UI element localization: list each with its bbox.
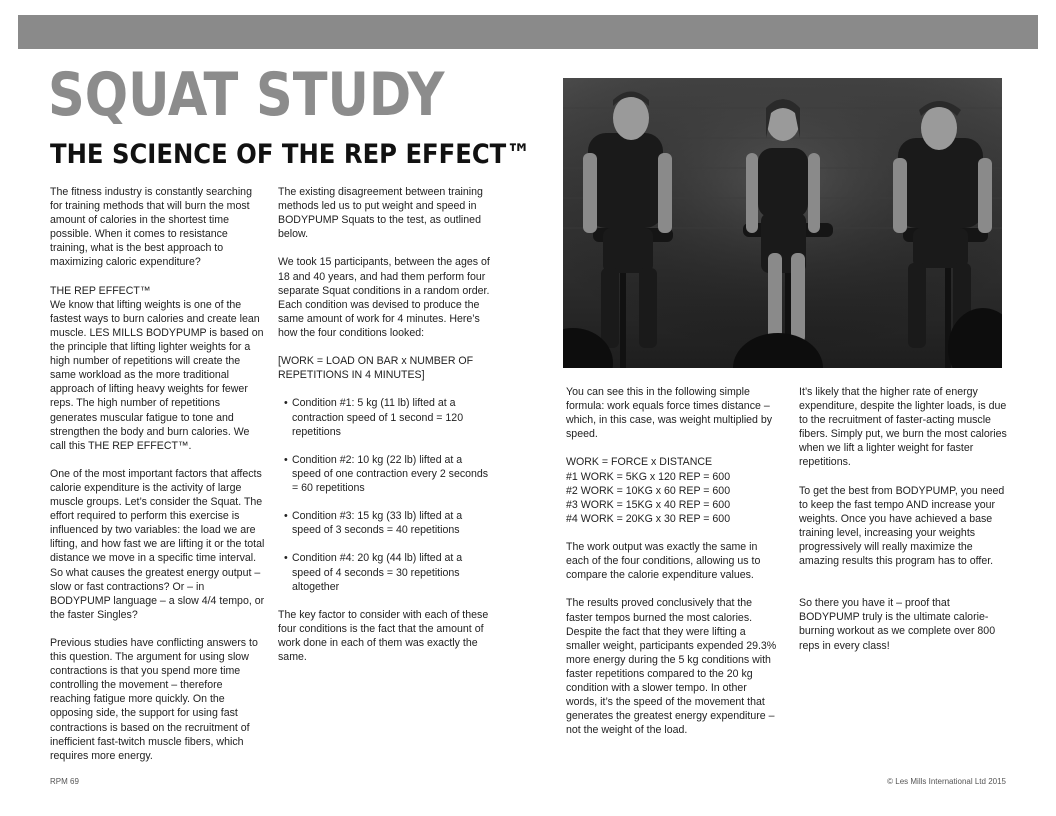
work-formula-block [566, 455, 778, 525]
formula-line: #2 WORK = 10KG x 60 REP = 600 [566, 484, 731, 497]
results-paragraph: The results proved conclusively that the faster tempos burned the most calories. Despite the fact that they were lifting a smaller weight, participants expended 29.3% more energy during the 5 kg conditions with faster repetitions compared to the 20 kg condition with a slower tempo. In other words, it’s the speed of the movement that generates the greatest energy expenditure – not the weight of the load. [566, 597, 777, 737]
rep-effect-paragraph: We know that lifting weights is one of the fastest ways to burn calories and create lean muscle. LES MILLS BODYPUMP is based on the principle that lifting lighter weights for a high number of repetitions will create the same workload as the more traditional approach of lifting heavy weights for fewer reps. The high number of repetitions generates muscular fatigue to tone and strengthen the body and burn calories. We call this THE REP EFFECT™. [50, 298, 264, 452]
formula-line: #4 WORK = 20KG x 30 REP = 600 [566, 512, 731, 525]
list-item: • Condition #1: 5 kg (11 lb) lifted at a contraction speed of 1 second = 120 repetitions [278, 396, 493, 438]
rep-effect-heading: THE REP EFFECT™ [50, 284, 151, 297]
page-title: SQUAT STUDY [48, 60, 445, 130]
best-from-bodypump-paragraph: To get the best from BODYPUMP, you need to keep the fast tempo AND increase your weights. Once you have achieved a base training level, increasing your weights progressively will really maximize the amazing results this program has to offer. [799, 484, 1005, 568]
conditions-list [278, 396, 493, 593]
list-item: • Condition #3: 15 kg (33 lb) lifted at a speed of 3 seconds = 40 repetitions [278, 509, 493, 537]
participants-paragraph: We took 15 participants, between the ages of 18 and 40 years, and had them perform four separate Squat conditions in a random order. Each condition was devised to produce the same amount of work for 4 minutes. Here’s how the four conditions looked: [278, 256, 490, 339]
text-column-2 [278, 185, 493, 678]
footer-page-label: RPM 69 [50, 777, 79, 786]
formula-line: WORK = FORCE x DISTANCE [566, 456, 713, 469]
page-subtitle: THE SCIENCE OF THE REP EFFECT™ [50, 139, 531, 170]
formula-line: #1 WORK = 5KG x 120 REP = 600 [566, 470, 731, 483]
intro-paragraph: The fitness industry is constantly searching for training methods that will burn the most amount of calories in the shortest time possible. When it comes to resistance training, what is the best approach to maximizing caloric expenditure? [50, 186, 252, 269]
muscle-fibers-paragraph: It’s likely that the higher rate of energy expenditure, despite the lighter loads, is due to the recruitment of faster-acting muscle fibers. Simply put, we burn the most calories when we lift a lighter weight for faster repetitions. [799, 386, 1007, 469]
list-item: • Condition #4: 20 kg (44 lb) lifted at a speed of 4 seconds = 30 repetitions altogether [278, 551, 493, 593]
squat-factors-paragraph: One of the most important factors that affects calorie expenditure is the activity of large muscle groups. Let’s consider the Squat. The effort required to perform this exercise is influenced by two variables: the load we are lifting, and how fast we are lifting it or the total distance we move in a specific time interval. So what causes the greatest energy output – slow or fast contractions? Or – in BODYPUMP language – a slow 4/4 tempo, or the faster Singles? [50, 467, 265, 621]
work-formula-caption: [WORK = LOAD ON BAR x NUMBER OF REPETITIONS IN 4 MINUTES] [278, 355, 474, 382]
key-factor-paragraph: The key factor to consider with each of these four conditions is the fact that the amount of work done in each of them was exactly the same. [278, 608, 489, 664]
text-column-3 [566, 385, 778, 751]
conclusion-paragraph: So there you have it – proof that BODYPUMP truly is the ultimate calorie-burning workout as we complete over 800 reps in every class! [799, 597, 996, 652]
top-banner-bar [18, 15, 1038, 49]
footer-copyright: © Les Mills International Ltd 2015 [887, 777, 1006, 786]
text-column-1 [50, 185, 265, 777]
list-item: • Condition #2: 10 kg (22 lb) lifted at a speed of one contraction every 2 seconds = 60 repetitions [278, 453, 493, 495]
previous-studies-paragraph: Previous studies have conflicting answers to this question. The argument for using slow contractions is that you spend more time controlling the movement – therefore reaching fatigue more quickly. On the opposing side, the support for using fast contractions is based on the recruitment of inefficient fast-twitch muscle fibers, which requires more energy. [50, 637, 258, 762]
formula-intro-paragraph: You can see this in the following simple formula: work equals force times distance – which, in this case, was weight multiplied by speed. [566, 386, 773, 441]
work-output-paragraph: The work output was exactly the same in each of the four conditions, allowing us to compare the calorie expenditure values. [566, 541, 761, 582]
formula-line: #3 WORK = 15KG x 40 REP = 600 [566, 498, 731, 511]
instructors-cycling-photo [563, 78, 1002, 368]
disagreement-paragraph: The existing disagreement between training methods led us to put weight and speed in BODYPUMP Squats to the test, as outlined below. [278, 186, 483, 241]
text-column-4 [799, 385, 1013, 667]
photo-illustration [563, 78, 1002, 368]
